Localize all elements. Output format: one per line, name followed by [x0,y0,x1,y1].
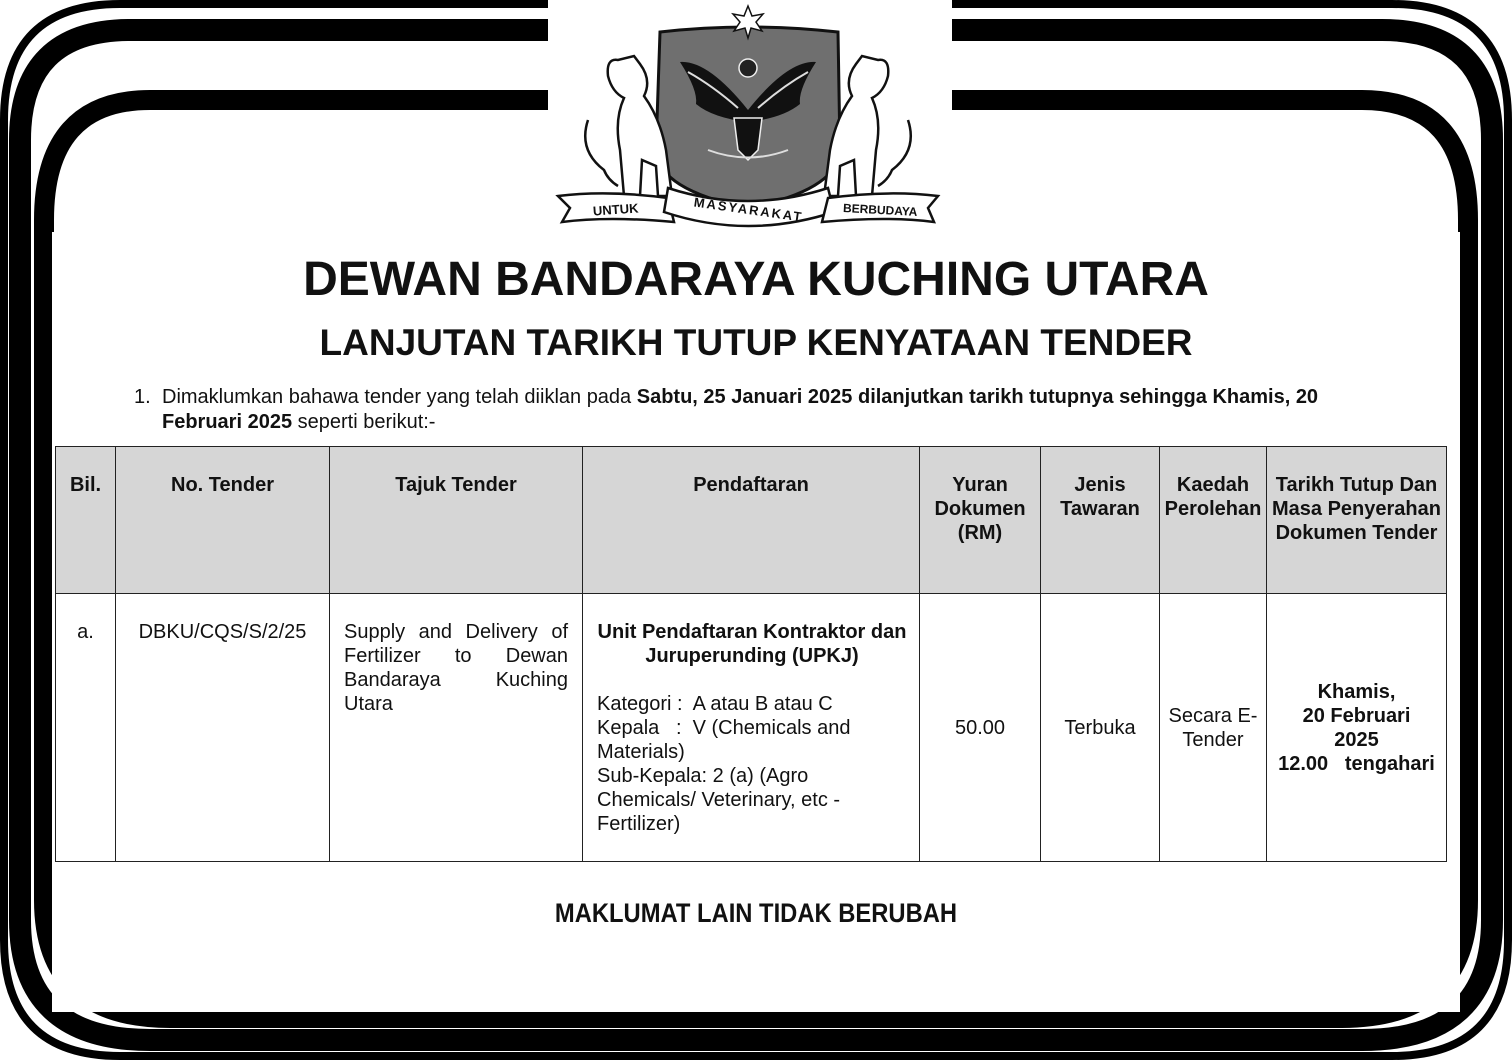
header-pendaftaran: Pendaftaran [583,447,920,594]
notice-text-end: seperti berikut:- [292,411,436,433]
tarikh-date: 20 Februari 2025 [1302,704,1411,751]
pendaftaran-kepala: Kepala : V (Chemicals and Materials) [597,717,857,763]
header-tarikh-tutup: Tarikh Tutup Dan Masa Penyerahan Dokumen Tender [1267,447,1447,594]
pendaftaran-kategori: Kategori : A atau B atau C [597,693,833,715]
tender-table [55,446,1447,862]
organisation-title: DEWAN BANDARAYA KUCHING UTARA [303,253,1209,306]
cell-pendaftaran [583,594,920,862]
cell-yuran: 50.00 [920,594,1041,862]
header-kaedah-perolehan: Kaedah Perolehan [1160,447,1267,594]
pendaftaran-subkepala: Sub-Kepala: 2 (a) (Agro Chemicals/ Veterinary, etc - Fertilizer) [597,765,841,835]
cell-no-tender: DBKU/CQS/S/2/25 [116,594,330,862]
cell-jenis: Terbuka [1041,594,1160,862]
notice-title: LANJUTAN TARIKH TUTUP KENYATAAN TENDER [319,322,1193,363]
svg-text:MASYARAKAT: MASYARAKAT [692,194,805,225]
header-tajuk-tender: Tajuk Tender [330,447,583,594]
svg-text:BERBUDAYA: BERBUDAYA [842,201,918,219]
notice-paragraph [134,385,1384,435]
svg-text:UNTUK: UNTUK [592,200,639,219]
cell-tarikh-tutup [1267,594,1447,862]
header-yuran-dokumen: Yuran Dokumen (RM) [920,447,1041,594]
table-row [56,594,1447,862]
cell-kaedah: Secara E-Tender [1160,594,1267,862]
footer-note: MAKLUMAT LAIN TIDAK BERUBAH [554,898,958,928]
pendaftaran-title: Unit Pendaftaran Kontraktor dan Juruperunding (UPKJ) [597,621,907,667]
cell-bil: a. [56,594,116,862]
notice-number: 1. [134,386,151,408]
header-jenis-tawaran: Jenis Tawaran [1041,447,1160,594]
notice-text-start: Dimaklumkan bahawa tender yang telah diiklan pada [162,386,637,408]
tarikh-day: Khamis, [1317,680,1396,703]
cell-tajuk-tender: Supply and Delivery of Fertilizer to Dewan Bandaraya Kuching Utara [330,594,583,862]
header-no-tender: No. Tender [116,447,330,594]
notice-bold-dates: Sabtu, 25 Januari 2025 dilanjutkan tarikh tutupnya sehingga Khamis, 20 Februari 2025 [162,386,1319,433]
sarawak-crest-logo [548,0,948,236]
table-header-row [56,447,1447,594]
tarikh-time: 12.00 tengahari [1278,752,1435,775]
header-bil: Bil. [56,447,116,594]
